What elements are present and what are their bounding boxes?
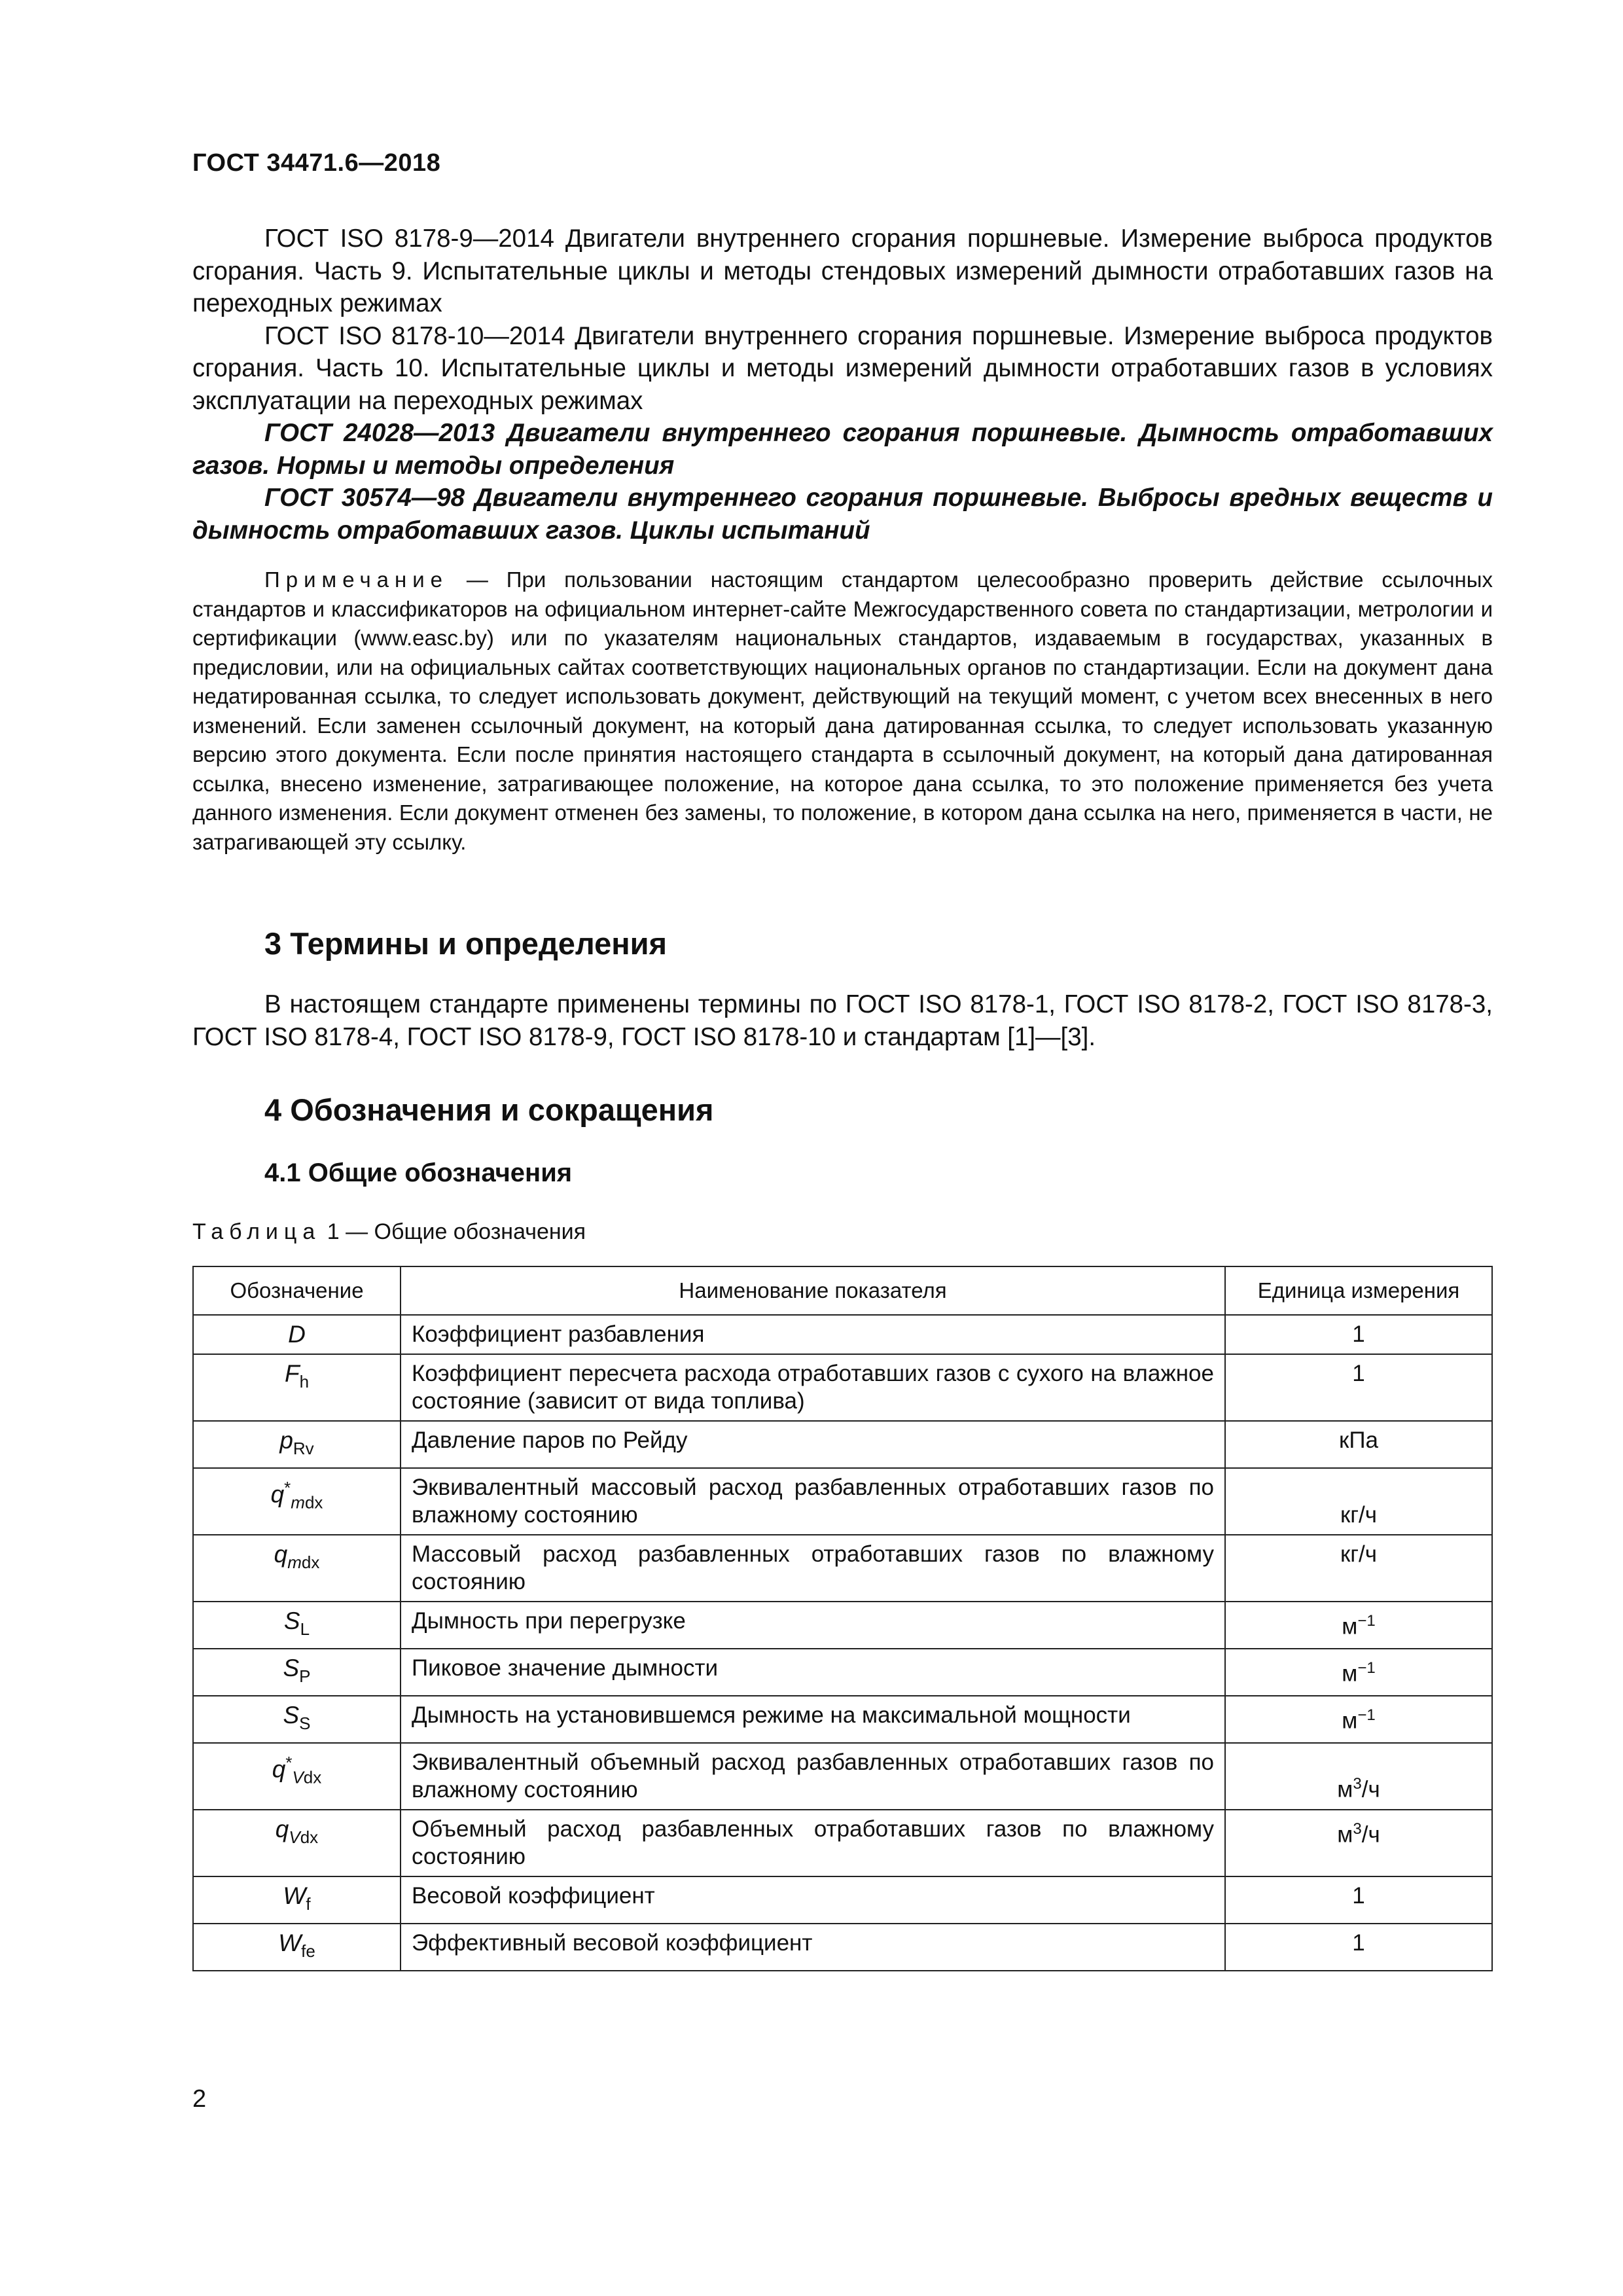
symbol-subscript-text: fe	[301, 1941, 315, 1961]
unit-superscript: −1	[1357, 1706, 1376, 1724]
name-cell: Массовый расход разбавленных отработавших газов по влажному состоянию	[401, 1535, 1225, 1602]
unit-text: кг/ч	[1340, 1502, 1378, 1528]
designations-table	[192, 1266, 1493, 1971]
symbol-subscript	[300, 1372, 309, 1391]
symbol-subscript-italic: V	[292, 1767, 304, 1787]
table-caption	[192, 1219, 586, 1245]
section-3-heading: 3 Термины и определения	[264, 926, 667, 961]
table-row	[193, 1602, 1492, 1649]
unit-text: 1	[1352, 1361, 1365, 1386]
symbol-subscript-text: f	[306, 1894, 311, 1914]
symbol-subscript	[299, 1713, 310, 1733]
unit-tail: /ч	[1361, 1821, 1380, 1848]
unit-cell	[1225, 1649, 1492, 1696]
symbol-subscript-text: dx	[301, 1552, 320, 1572]
unit-text: кПа	[1339, 1427, 1378, 1453]
symbol-base: W	[283, 1882, 306, 1909]
symbol-cell	[193, 1696, 401, 1743]
unit-cell	[1225, 1876, 1492, 1924]
unit-cell	[1225, 1315, 1492, 1354]
symbol-subscript	[293, 1439, 314, 1458]
section-3-body	[192, 988, 1493, 1053]
symbol-subscript	[287, 1552, 319, 1572]
symbol-base: q	[274, 1541, 288, 1568]
symbol-subscript-text: dx	[303, 1767, 322, 1787]
section-3-text: В настоящем стандарте применены термины по ГОСТ ISO 8178-1, ГОСТ ISO 8178-2, ГОСТ ISO 8178-3, ГОСТ ISO 8178-4, ГОСТ ISO 8178-9, ГОСТ ISO 8178-10 и стандартам [1]—[3].	[192, 990, 1493, 1051]
name-cell: Объемный расход разбавленных отработавших газов по влажному состоянию	[401, 1810, 1225, 1876]
symbol-base: F	[284, 1360, 300, 1387]
name-cell: Дымность на установившемся режиме на максимальной мощности	[401, 1696, 1225, 1743]
unit-cell	[1225, 1602, 1492, 1649]
symbol-subscript-italic: m	[287, 1552, 302, 1572]
unit-cell	[1225, 1810, 1492, 1876]
name-cell: Эффективный весовой коэффициент	[401, 1924, 1225, 1971]
page-number: 2	[192, 2085, 207, 2113]
table-caption-label: Таблица	[192, 1219, 321, 1244]
table-header-row	[193, 1266, 1492, 1315]
unit-superscript: 3	[1353, 1775, 1362, 1793]
unit-text: м	[1342, 1708, 1358, 1734]
unit-superscript: −1	[1357, 1659, 1376, 1677]
reference-gost-iso-8178-9: ГОСТ ISO 8178-9—2014 Двигатели внутреннего сгорания поршневые. Измерение выброса продуктов сгорания. Часть 9. Испытательные циклы и методы стендовых измерений дымности отработавших газов на переходных режимах	[192, 224, 1493, 317]
unit-text: м	[1337, 1821, 1353, 1848]
symbol-subscript-text: Rv	[293, 1439, 314, 1458]
symbol-subscript-italic: V	[289, 1827, 300, 1847]
symbol-subscript	[289, 1827, 318, 1847]
symbol-base: q	[270, 1480, 285, 1508]
symbol-subscript-italic: m	[291, 1492, 305, 1513]
table-row	[193, 1649, 1492, 1696]
symbol-base: S	[283, 1655, 300, 1681]
symbol-base: q	[272, 1755, 286, 1783]
symbol-base: D	[288, 1321, 306, 1348]
symbol-base: W	[278, 1929, 302, 1956]
unit-text: м	[1342, 1613, 1358, 1640]
note-text: — При пользовании настоящим стандартом целесообразно проверить действие ссылочных стандартов и классификаторов на официальном интернет-сайте Межгосударственного совета по стандартизации, метрологии и сертификации (www.easc.by) или по указателям национальных стандартов, издаваемым в государствах, указанных в предисловии, или на официальных сайтах соответствующих национальных органов по стандартизации. Если на документ дана недатированная ссылка, то следует использовать документ, действующий на текущий момент, с учетом всех внесенных в него изменений. Если заменен ссылочный документ, на который дана датированная ссылка, то следует использовать указанную версию этого документа. Если после принятия настоящего стандарта в ссылочный документ, на который дана датированная ссылка, внесено изменение, затрагивающее положение, на которое дана ссылка, то это положение применяется без учета данного изменения. Если документ отменен без замены, то положение, в котором дана ссылка на него, применяется в части, не затрагивающей эту ссылку.	[192, 567, 1493, 854]
unit-cell	[1225, 1421, 1492, 1468]
column-header-symbol: Обозначение	[193, 1266, 401, 1315]
column-header-name: Наименование показателя	[401, 1266, 1225, 1315]
symbol-cell	[193, 1649, 401, 1696]
symbol-base: S	[283, 1702, 300, 1729]
reference-gost-iso-8178-10: ГОСТ ISO 8178-10—2014 Двигатели внутреннего сгорания поршневые. Измерение выброса продуктов сгорания. Часть 10. Испытательные циклы и методы измерений дымности отработавших газов в условиях эксплуатации на переходных режимах	[192, 321, 1493, 415]
symbol-cell	[193, 1315, 401, 1354]
name-cell: Дымность при перегрузке	[401, 1602, 1225, 1649]
section-4-heading: 4 Обозначения и сокращения	[264, 1092, 714, 1127]
table-row	[193, 1743, 1492, 1810]
section-4-1-heading: 4.1 Общие обозначения	[264, 1158, 573, 1187]
note-label: Примечание	[264, 567, 449, 592]
table-caption-text: 1 — Общие обозначения	[321, 1219, 586, 1244]
symbol-subscript	[306, 1894, 310, 1914]
table-row	[193, 1535, 1492, 1602]
unit-text: м	[1342, 1660, 1358, 1687]
table-row	[193, 1468, 1492, 1535]
unit-cell	[1225, 1743, 1492, 1810]
symbol-subscript-text: h	[299, 1372, 310, 1391]
symbol-subscript	[300, 1619, 310, 1639]
symbol-base: q	[275, 1816, 289, 1842]
unit-text: м	[1337, 1777, 1353, 1803]
normative-references	[192, 223, 1493, 547]
table-row	[193, 1924, 1492, 1971]
symbol-subscript	[301, 1941, 315, 1961]
table-row	[193, 1315, 1492, 1354]
name-cell: Эквивалентный объемный расход разбавленных отработавших газов по влажному состоянию	[401, 1743, 1225, 1810]
symbol-subscript	[291, 1492, 323, 1512]
unit-tail: /ч	[1361, 1777, 1380, 1803]
symbol-subscript	[299, 1666, 310, 1686]
symbol-cell	[193, 1354, 401, 1421]
unit-superscript: −1	[1357, 1612, 1376, 1630]
name-cell: Давление паров по Рейду	[401, 1421, 1225, 1468]
symbol-subscript	[292, 1767, 321, 1787]
reference-gost-24028: ГОСТ 24028—2013 Двигатели внутреннего сгорания поршневые. Дымность отработавших газов. Нормы и методы определения	[192, 419, 1493, 480]
symbol-cell	[193, 1810, 401, 1876]
name-cell: Пиковое значение дымности	[401, 1649, 1225, 1696]
unit-cell	[1225, 1354, 1492, 1421]
unit-cell	[1225, 1924, 1492, 1971]
symbol-cell	[193, 1468, 401, 1535]
symbol-subscript-text: dx	[300, 1827, 319, 1847]
symbol-cell	[193, 1876, 401, 1924]
symbol-superscript: *	[285, 1753, 293, 1772]
unit-text: 1	[1352, 1930, 1365, 1956]
symbol-subscript-text: S	[299, 1713, 311, 1733]
symbol-subscript-text: dx	[304, 1492, 323, 1513]
symbol-cell	[193, 1421, 401, 1468]
symbol-cell	[193, 1535, 401, 1602]
column-header-unit: Единица измерения	[1225, 1266, 1492, 1315]
name-cell: Весовой коэффициент	[401, 1876, 1225, 1924]
unit-cell	[1225, 1468, 1492, 1535]
document-header: ГОСТ 34471.6—2018	[192, 149, 441, 177]
unit-text: 1	[1352, 1883, 1365, 1909]
name-cell: Эквивалентный массовый расход разбавленных отработавших газов по влажному состоянию	[401, 1468, 1225, 1535]
unit-text: кг/ч	[1340, 1541, 1378, 1567]
symbol-subscript-text: L	[300, 1619, 310, 1639]
table-row	[193, 1810, 1492, 1876]
table-row	[193, 1696, 1492, 1743]
table-body	[193, 1315, 1492, 1971]
note-paragraph	[192, 565, 1493, 857]
unit-text: 1	[1352, 1321, 1365, 1347]
reference-gost-30574: ГОСТ 30574—98 Двигатели внутреннего сгорания поршневые. Выбросы вредных веществ и дымность отработавших газов. Циклы испытаний	[192, 484, 1493, 545]
symbol-subscript-text: P	[299, 1666, 311, 1686]
symbol-superscript: *	[284, 1478, 291, 1498]
unit-superscript: 3	[1353, 1820, 1362, 1838]
symbol-cell	[193, 1924, 401, 1971]
name-cell: Коэффициент разбавления	[401, 1315, 1225, 1354]
symbol-base: S	[283, 1607, 300, 1634]
symbol-base: p	[279, 1427, 293, 1454]
symbol-cell	[193, 1743, 401, 1810]
table-row	[193, 1876, 1492, 1924]
unit-cell	[1225, 1535, 1492, 1602]
symbol-cell	[193, 1602, 401, 1649]
table-row	[193, 1354, 1492, 1421]
name-cell: Коэффициент пересчета расхода отработавших газов с сухого на влажное состояние (зависит от вида топлива)	[401, 1354, 1225, 1421]
table-row	[193, 1421, 1492, 1468]
unit-cell	[1225, 1696, 1492, 1743]
